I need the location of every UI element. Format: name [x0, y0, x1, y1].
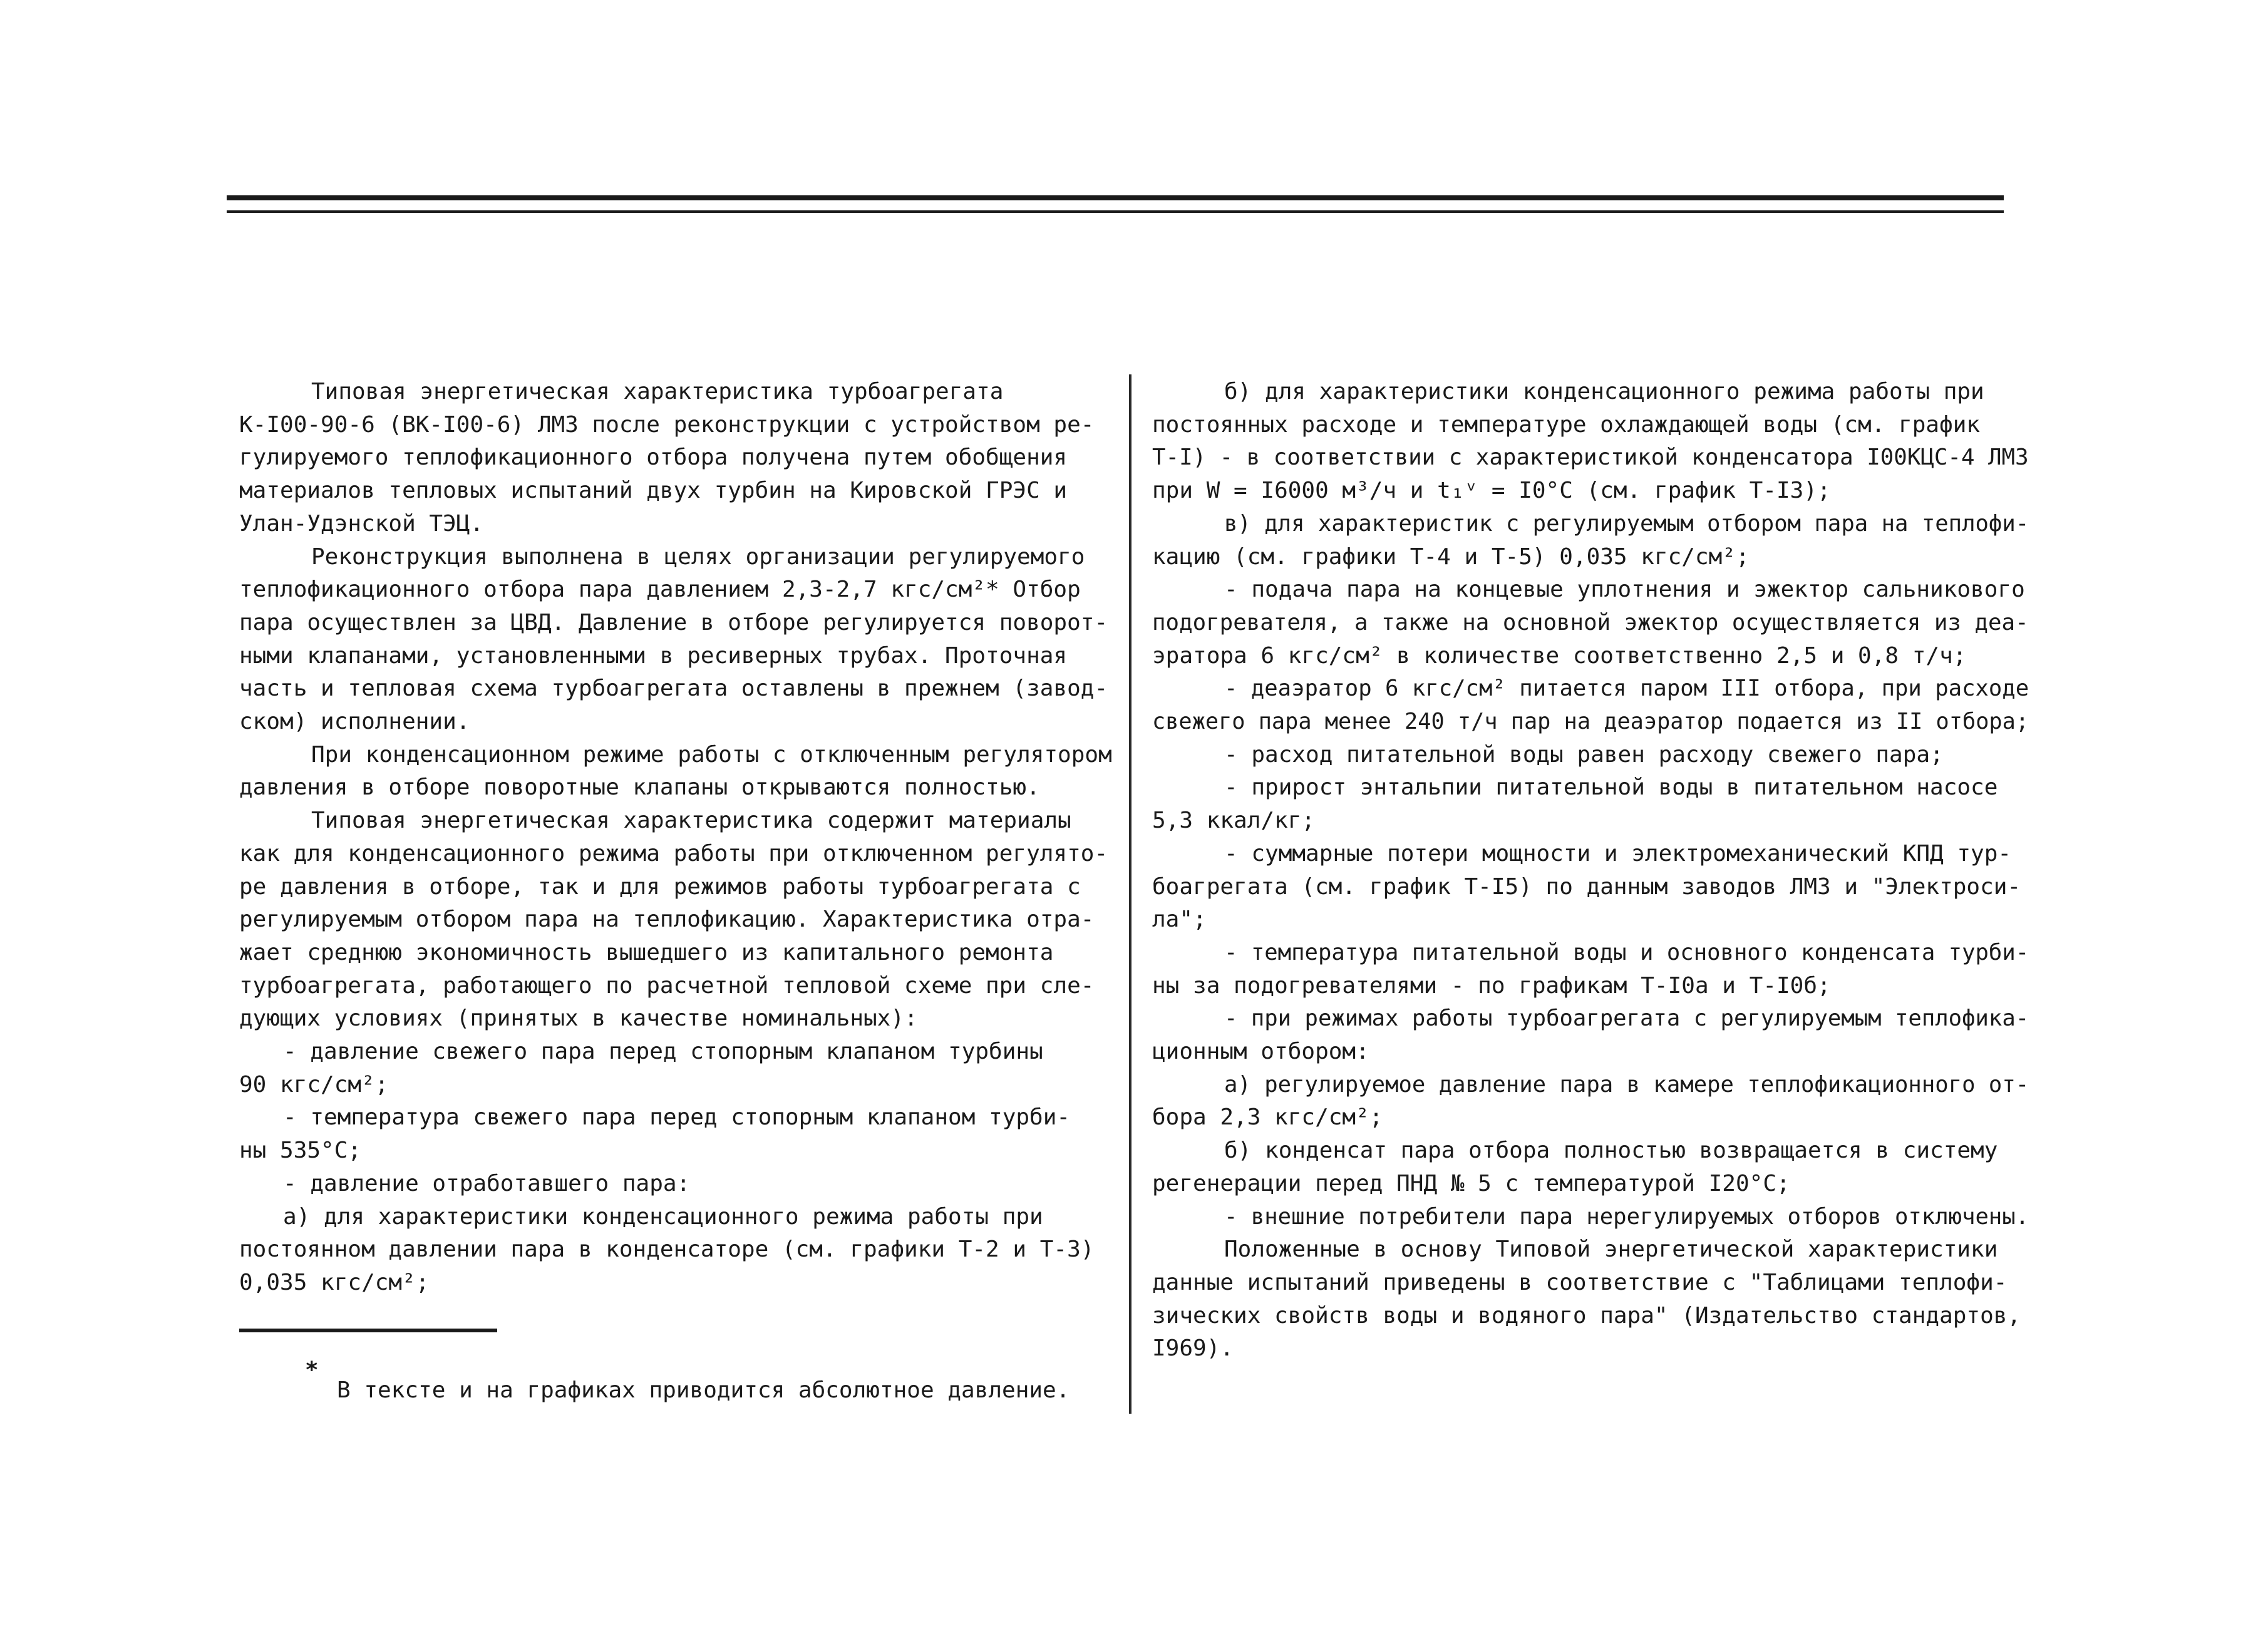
text-line: жает среднюю экономичность вышедшего из капитального ремонта: [239, 939, 1054, 965]
text-line: постоянном давлении пара в конденсаторе (см. графики Т-2 и Т-3): [239, 1237, 1095, 1263]
text-line: регулируемым отбором пара на теплофикацию. Характеристика отра-: [239, 907, 1095, 933]
text-line: При конденсационном режиме работы с отключенным регулятором: [311, 741, 1112, 768]
text-line: зических свойств воды и водяного пара" (Издательство стандартов,: [1152, 1302, 2021, 1329]
column-divider: [1129, 374, 1131, 1414]
text-line: Улан-Удэнской ТЭЦ.: [239, 510, 484, 537]
text-line: Реконструкция выполнена в целях организации регулируемого: [311, 543, 1085, 570]
text-line: 90 кгс/см²;: [239, 1071, 389, 1098]
text-line: ре давления в отборе, так и для режимов работы турбоагрегата с: [239, 873, 1081, 900]
text-line: данные испытаний приведены в соответствие с "Таблицами теплофи-: [1152, 1269, 2008, 1295]
text-line: бора 2,3 кгс/см²;: [1152, 1104, 1383, 1131]
text-line: часть и тепловая схема турбоагрегата оставлены в прежнем (завод-: [239, 676, 1108, 702]
text-line: - подача пара на концевые уплотнения и эжектор сальникового: [1224, 577, 2025, 603]
text-line: - прирост энтальпии питательной воды в питательном насосе: [1224, 774, 1998, 801]
text-line: эратора 6 кгс/см² в количестве соответственно 2,5 и 0,8 т/ч;: [1152, 642, 1967, 669]
text-line: ны 535°С;: [239, 1138, 362, 1164]
text-line: боагрегата (см. график Т-I5) по данным заводов ЛМЗ и "Электроси-: [1152, 873, 2021, 900]
text-line: - температура питательной воды и основного конденсата турби-: [1224, 939, 2029, 965]
text-line: материалов тепловых испытаний двух турбин на Кировской ГРЭС и: [239, 478, 1068, 504]
footnote-rule: [239, 1329, 497, 1332]
text-line: в) для характеристик с регулируемым отбором пара на теплофи-: [1224, 510, 2029, 537]
top-rule-thin: [227, 210, 2004, 213]
text-line: пара осуществлен за ЦВД. Давление в отборе регулируется поворот-: [239, 609, 1108, 635]
text-line: ла";: [1152, 907, 1207, 933]
text-line: давления в отборе поворотные клапаны открываются полностью.: [239, 774, 1040, 801]
footnote-text: В тексте и на графиках приводится абсолютное давление.: [337, 1377, 1070, 1403]
right-text-column: [1152, 376, 2029, 1366]
text-line: б) для характеристики конденсационного режима работы при: [1224, 379, 1984, 404]
text-line: ском) исполнении.: [239, 709, 470, 735]
text-line: Т-I) - в соответствии с характеристикой конденсатора I00КЦС-4 ЛМЗ: [1152, 445, 2029, 471]
text-line: дующих условиях (принятых в качестве номинальных):: [239, 1006, 918, 1032]
text-line: регенерации перед ПНД № 5 с температурой I20°С;: [1152, 1170, 1790, 1196]
text-line: турбоагрегата, работающего по расчетной тепловой схеме при сле-: [239, 972, 1095, 999]
text-line: Типовая энергетическая характеристика содержит материалы: [311, 808, 1071, 834]
text-line: постоянных расходе и температуре охлаждающей воды (см. график: [1152, 411, 1981, 438]
text-line: - внешние потребители пара нерегулируемых отборов отключены.: [1224, 1203, 2029, 1230]
text-line: - давление свежего пара перед стопорным клапаном турбины: [283, 1039, 1043, 1065]
text-line: Типовая энергетическая характеристика турбоагрегата: [311, 379, 1004, 404]
footnote-mark: *: [305, 1357, 319, 1383]
text-line: I969).: [1152, 1335, 1234, 1362]
text-line: а) для характеристики конденсационного режима работы при: [283, 1203, 1043, 1230]
text-line: - температура свежего пара перед стопорным клапаном турби-: [283, 1104, 1071, 1131]
top-rule-thick: [227, 195, 2004, 200]
text-line: при W = I6000 м³/ч и t₁ᵛ = I0°С (см. график Т-I3);: [1152, 478, 1831, 504]
text-line: а) регулируемое давление пара в камере теплофикационного от-: [1224, 1071, 2029, 1098]
text-line: подогревателя, а также на основной эжектор осуществляется из деа-: [1152, 609, 2029, 635]
text-line: 0,035 кгс/см²;: [239, 1269, 430, 1295]
text-line: ны за подогревателями - по графикам Т-I0а и Т-I0б;: [1152, 972, 1831, 999]
text-line: - при режимах работы турбоагрегата с регулируемым теплофика-: [1224, 1006, 2029, 1032]
text-line: как для конденсационного режима работы при отключенном регулято-: [239, 840, 1108, 867]
text-line: - давление отработавшего пара:: [283, 1170, 691, 1196]
left-text-column: [239, 376, 1116, 1300]
text-line: кацию (см. графики Т-4 и Т-5) 0,035 кгс/см²;: [1152, 543, 1750, 570]
text-line: ными клапанами, установленными в ресиверных трубах. Проточная: [239, 642, 1068, 669]
text-line: 5,3 ккал/кг;: [1152, 808, 1316, 834]
text-line: б) конденсат пара отбора полностью возвращается в систему: [1224, 1138, 1998, 1164]
text-line: - суммарные потери мощности и электромеханический КПД тур-: [1224, 840, 2012, 867]
text-line: - расход питательной воды равен расходу свежего пара;: [1224, 741, 1944, 768]
text-line: ционным отбором:: [1152, 1039, 1369, 1065]
text-line: - деаэратор 6 кгс/см² питается паром III отбора, при расходе: [1224, 676, 2029, 702]
text-line: теплофикационного отбора пара давлением 2,3-2,7 кгс/см²* Отбор: [239, 577, 1081, 603]
text-line: свежего пара менее 240 т/ч пар на деаэратор подается из II отбора;: [1152, 709, 2029, 735]
text-line: гулируемого теплофикационного отбора получена путем обобщения: [239, 445, 1068, 471]
text-line: К-I00-90-6 (ВК-I00-6) ЛМЗ после реконструкции с устройством ре-: [239, 411, 1095, 438]
text-line: Положенные в основу Типовой энергетической характеристики: [1224, 1237, 1998, 1263]
